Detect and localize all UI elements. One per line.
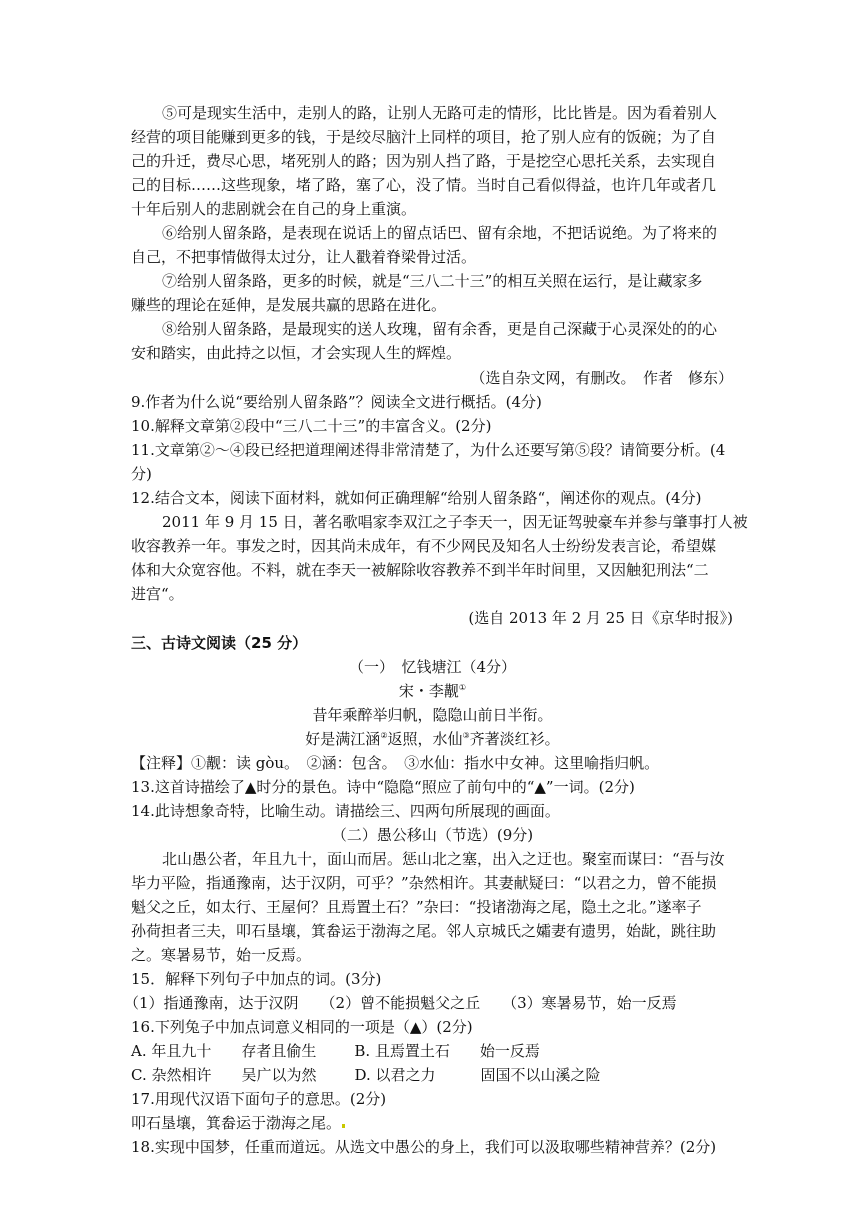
passage-p7-line2: 赚些的理论在延伸，是发展共赢的思路在进化。 [131,296,447,314]
poem-line-2c: 齐著淡红衫。 [469,730,560,748]
material-line1: 2011 年 9 月 15 日，著名歌唱家李双江之子李天一，因无证驾驶豪车并参与肇事打人被 [162,513,748,531]
question-11: 11.文章第②～④段已经把道理阐述得非常清楚了，为什么还要写第⑤段？请简要分析。(4 [131,441,726,459]
question-9: 9.作者为什么说“要给别人留条路”？阅读全文进行概括。(4分) [131,393,542,411]
poem-author-note: ① [458,683,467,692]
passage-p5-line2: 经营的项目能赚到更多的钱，于是绞尽脑汁上同样的项目，抢了别人应有的饭碗；为了自 [131,128,717,146]
question-17-sentence [131,1114,346,1132]
poem-line-2 [0,730,865,748]
passage-p7-line1: ⑦给别人留条路，更多的时候，就是“三八二十三”的相互关照在运行，是让藏家多 [162,272,703,290]
q17-sentence-text: 叩石垦壤，箕畚运于渤海之尾。 [131,1114,342,1132]
poem-author [0,682,865,700]
material-line3: 体和大众宽容他。不料，就在李天一被解除收容教养不到半年时间里，又因触犯刑法“二 [131,561,709,579]
section-heading: 三、古诗文阅读（25 分） [131,634,308,652]
material-line4: 进宫“。 [131,585,184,603]
q16-option-a: A. 年且九十 存者且偷生 [131,1042,317,1060]
poem-line-1: 昔年乘醉举归帆，隐隐山前日半衔。 [312,706,553,724]
question-15-items [124,994,677,1012]
question-12: 12.结合文本，阅读下面材料，就如何正确理解“给别人留条路“，阐述你的观点。(4分) [131,489,702,507]
question-16-row1 [131,1042,540,1060]
passage-p8-line2: 安和踏实，由此持之以恒，才会实现人生的辉煌。 [131,344,462,362]
material-source: (选自 2013 年 2 月 25 日《京华时报》) [468,609,733,627]
poem-line-2b: 返照，水仙 [387,730,463,748]
passage-p6-line1: ⑥给别人留条路，是表现在说话上的留点话巴、留有余地，不把话说绝。为了将来的 [162,224,718,242]
prose-line3: 魁父之丘，如太行、王屋何？且焉置土石？”杂曰：“投诸渤海之尾，隐土之北。”遂率子 [131,898,702,916]
q16-option-c: C. 杂然相许 吴广以为然 [131,1066,317,1084]
question-11-cont: 分) [131,465,152,483]
q16-option-d: D. 以君之力 固国不以山溪之险 [354,1066,601,1084]
poem-note-2: ② [380,731,388,740]
prose-line2: 毕力平险，指通豫南，达于汉阴，可乎？”杂然相许。其妻献疑曰：“以君之力，曾不能损 [131,874,717,892]
poem-notes: 【注释】①觏：读 gòu。 ②涵：包含。 ③水仙：指水中女神。这里喻指归帆。 [131,754,660,772]
passage-source: （选自杂文网，有删改。 作者 修东） [470,369,733,387]
q15-item-2: （2）曾不能损魁父之丘 [320,994,481,1012]
prose-line4: 孙荷担者三夫，叩石垦壤，箕畚运于渤海之尾。邻人京城氏之孀妻有遗男，始龀，跳往助 [131,922,717,940]
q15-item-1: （1）指通豫南，达于汉阴 [124,994,299,1012]
material-line2: 收容教养一年。事发之时，因其尚未成年，有不少网民及知名人士纷纷发表言论，希望媒 [131,537,717,555]
passage-p6-line2: 自己，不把事情做得太过分，让人戳着脊梁骨过活。 [131,248,477,266]
yellow-mark [342,1124,345,1128]
question-14: 14.此诗想象奇特，比喻生动。请描绘三、四两句所展现的画面。 [131,802,560,820]
poem-author-name: 宋・李觏 [398,682,459,700]
prose-line5: 之。寒暑易节，始一反焉。 [131,946,312,964]
passage-p5-line4: 己的目标……这些现象，堵了路，塞了心，没了情。当时自己看似得益，也许几年或者几 [131,176,717,194]
prose-title: （二）愚公移山（节选）(9分) [331,826,534,844]
passage-p5-line5: 十年后别人的悲剧就会在自己的身上重演。 [131,200,417,218]
poem-note-3: ③ [462,731,470,740]
question-16: 16.下列兔子中加点词意义相同的一项是（▲）(2分) [131,1018,473,1036]
poem-line-2a: 好是满江涵 [305,730,381,748]
question-18: 18.实现中国梦，任重而道远。从选文中愚公的身上，我们可以汲取哪些精神营养？(2分) [131,1138,717,1156]
passage-p8-line1: ⑧给别人留条路，是最现实的送人玫瑰，留有余香，更是自己深藏于心灵深处的的心 [162,320,718,338]
poem-title: （一） 忆钱塘江（4分） [348,658,517,676]
passage-p5-line1: ⑤可是现实生活中，走别人的路，让别人无路可走的情形，比比皆是。因为看着别人 [162,104,718,122]
question-16-row2 [131,1066,601,1084]
question-17: 17.用现代汉语下面句子的意思。(2分) [131,1090,387,1108]
prose-line1: 北山愚公者，年且九十，面山而居。惩山北之塞，出入之迂也。聚室而谋曰：“吾与汝 [162,850,725,868]
q15-item-3: （3）寒暑易节，始一反焉 [502,994,677,1012]
question-13: 13.这首诗描绘了▲时分的景色。诗中“隐隐“照应了前句中的“▲”一词。(2分) [131,778,635,796]
question-15: 15．解释下列句子中加点的词。(3分) [131,970,382,988]
question-10: 10.解释文章第②段中“三八二十三”的丰富含义。(2分) [131,417,492,435]
passage-p5-line3: 己的升迁，费尽心思，堵死别人的路；因为别人挡了路，于是挖空心思托关系，去实现自 [131,152,717,170]
q16-option-b: B. 且焉置土石 始一反焉 [354,1042,540,1060]
